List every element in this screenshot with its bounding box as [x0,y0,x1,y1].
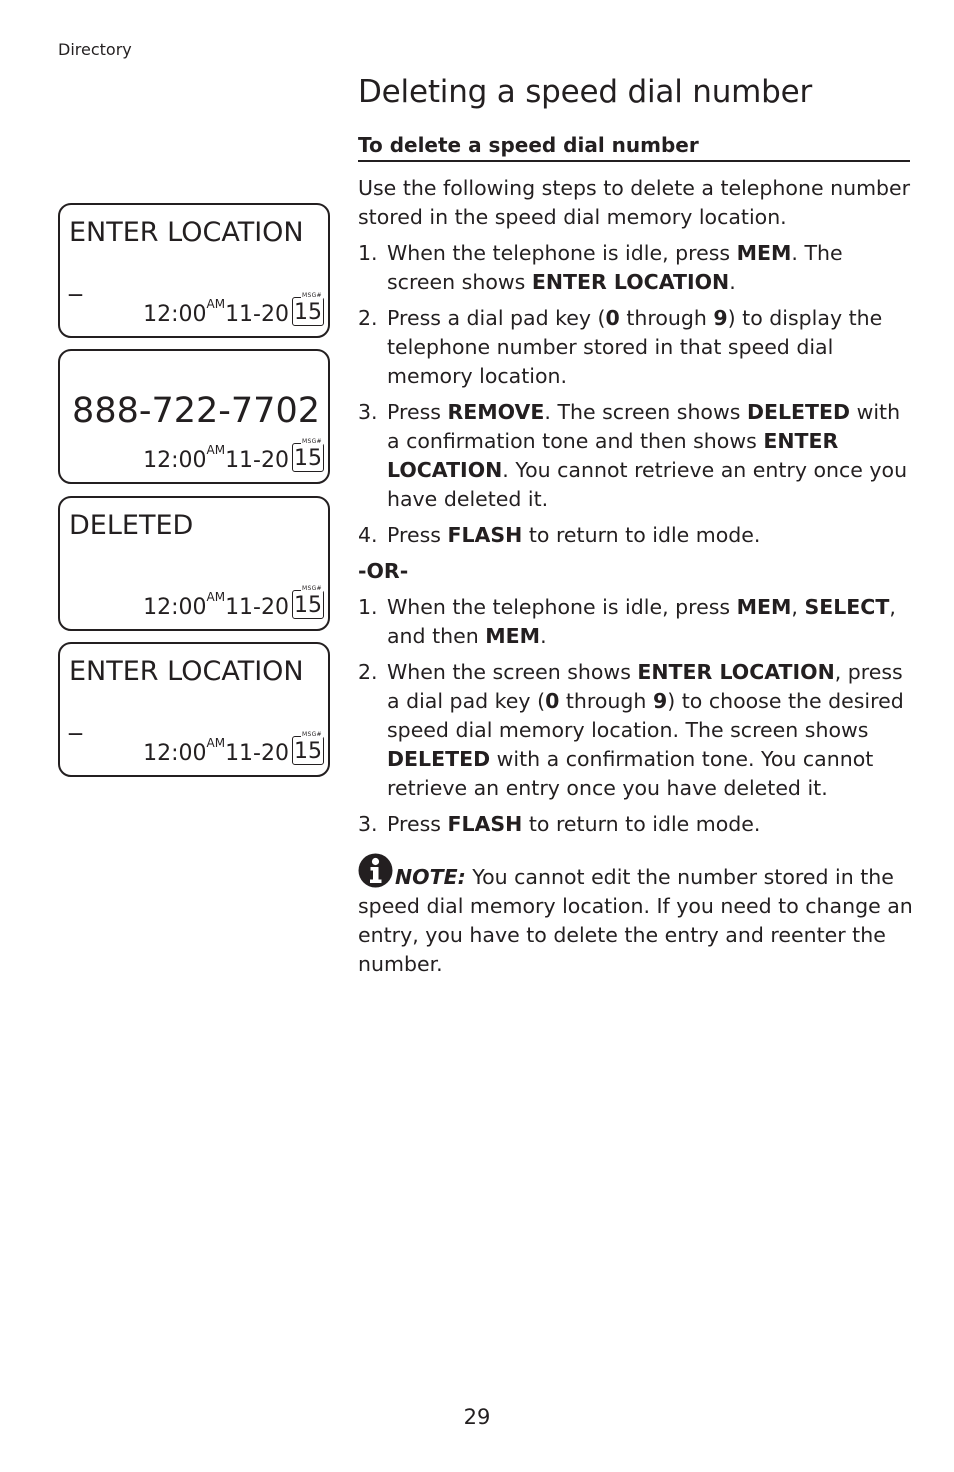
lcd-msg-count: 15 [294,739,322,764]
lcd-status-bar [143,585,324,619]
step-text: with a confirmation tone. You cannot retrieve an entry once you have deleted it. [387,747,874,800]
step-keyword: 9 [713,306,728,330]
step-keyword: FLASH [447,812,523,836]
lcd-date: 11-20 [225,595,289,620]
info-icon [358,853,393,888]
step-text: . [729,270,736,294]
step-item [358,810,914,839]
steps-method-2 [358,593,914,839]
step-text: . The screen shows [387,241,843,294]
instructions [358,174,914,979]
lcd-msg-counter [292,585,324,619]
step-text: Press [387,812,448,836]
step-text: through [559,689,653,713]
step-number: 4. [358,523,378,547]
step-text: , press a dial pad key ( [387,660,903,713]
step-text: ) to display the telephone number stored in that speed dial memory location. [387,306,883,388]
lcd-time: 12:00 [143,595,207,620]
lcd-msg-count: 15 [294,446,322,471]
lcd-time: 12:00 [143,741,207,766]
step-item [358,593,914,651]
subheading: To delete a speed dial number [358,133,910,162]
lcd-line1: ENTER LOCATION [69,217,304,248]
or-separator: -OR- [358,559,409,583]
lcd-cursor: _ [69,267,82,297]
lcd-ampm: AM [206,590,226,604]
step-number: 3. [358,400,378,424]
step-keyword: DELETED [387,747,491,771]
step-text: Press [387,523,448,547]
step-text: . You cannot retrieve an entry once you have deleted it. [387,458,908,511]
step-keyword: FLASH [447,523,523,547]
step-item [358,398,914,514]
step-keyword: ENTER LOCATION [387,429,839,482]
step-text: , [791,595,805,619]
lcd-phone-number: 888-722-7702 [72,391,320,431]
step-keyword: MEM [485,624,541,648]
step-keyword: 0 [545,689,560,713]
lcd-date: 11-20 [225,741,289,766]
step-keyword: ENTER LOCATION [531,270,730,294]
lcd-cursor: _ [69,706,82,736]
step-keyword: 0 [605,306,620,330]
section-label: Directory [58,40,132,59]
note-paragraph [358,853,914,979]
lcd-line1: DELETED [69,510,194,541]
step-text: with a confirmation tone and then shows [387,400,901,453]
step-number: 3. [358,812,378,836]
step-text: Press a dial pad key ( [387,306,606,330]
page-number: 29 [463,1405,491,1429]
step-number: 2. [358,306,378,330]
step-keyword: MEM [736,595,792,619]
lcd-msg-counter [292,292,324,326]
lcd-msg-count: 15 [294,593,322,618]
step-number: 1. [358,241,378,265]
lcd-msg-label: MSG# [302,731,322,738]
step-item [358,304,914,391]
step-keyword: DELETED [746,400,851,424]
lcd-msg-label: MSG# [302,438,322,445]
lcd-status-bar [143,438,324,472]
step-keyword: MEM [736,241,792,265]
lcd-ampm: AM [206,443,226,457]
step-text: . [540,624,547,648]
step-keyword: SELECT [804,595,890,619]
step-number: 2. [358,660,378,684]
lcd-date: 11-20 [225,302,289,327]
steps-method-1 [358,239,914,550]
step-number: 1. [358,595,378,619]
step-keyword: ENTER LOCATION [637,660,835,684]
lcd-date: 11-20 [225,448,289,473]
lcd-line1: ENTER LOCATION [69,656,304,687]
step-text: Press [387,400,448,424]
lcd-msg-counter [292,438,324,472]
lcd-ampm: AM [206,736,226,750]
lcd-status-bar [143,292,324,326]
step-item [358,239,914,297]
lcd-ampm: AM [206,297,226,311]
lcd-screen-number [58,349,330,484]
lcd-screen-deleted [58,496,330,631]
lcd-msg-counter [292,731,324,765]
step-item [358,521,914,550]
step-keyword: 9 [652,689,668,713]
lcd-msg-label: MSG# [302,585,322,592]
lcd-msg-label: MSG# [302,292,322,299]
lcd-status-bar [143,731,324,765]
lcd-screen-enter-location-again [58,642,330,777]
step-text: ) to choose the desired speed dial memory location. The screen shows [387,689,904,742]
lcd-time: 12:00 [143,302,207,327]
step-text: to return to idle mode. [522,523,761,547]
page-title: Deleting a speed dial number [358,74,813,110]
intro-paragraph: Use the following steps to delete a telephone number stored in the speed dial memory location. [358,176,911,229]
step-text: When the telephone is idle, press [387,595,737,619]
step-text: to return to idle mode. [522,812,761,836]
step-keyword: REMOVE [447,400,545,424]
step-item [358,658,914,803]
step-text: , and then [387,595,896,648]
lcd-screen-enter-location [58,203,330,338]
step-text: When the telephone is idle, press [387,241,737,265]
note-label: NOTE: [395,865,466,889]
step-text: . The screen shows [544,400,747,424]
lcd-msg-count: 15 [294,300,322,325]
step-text: through [619,306,714,330]
step-text: When the screen shows [387,660,638,684]
lcd-time: 12:00 [143,448,207,473]
note-text: You cannot edit the number stored in the speed dial memory location. If you need to change an entry, you have to delete the entry and reenter the number. [358,865,913,976]
